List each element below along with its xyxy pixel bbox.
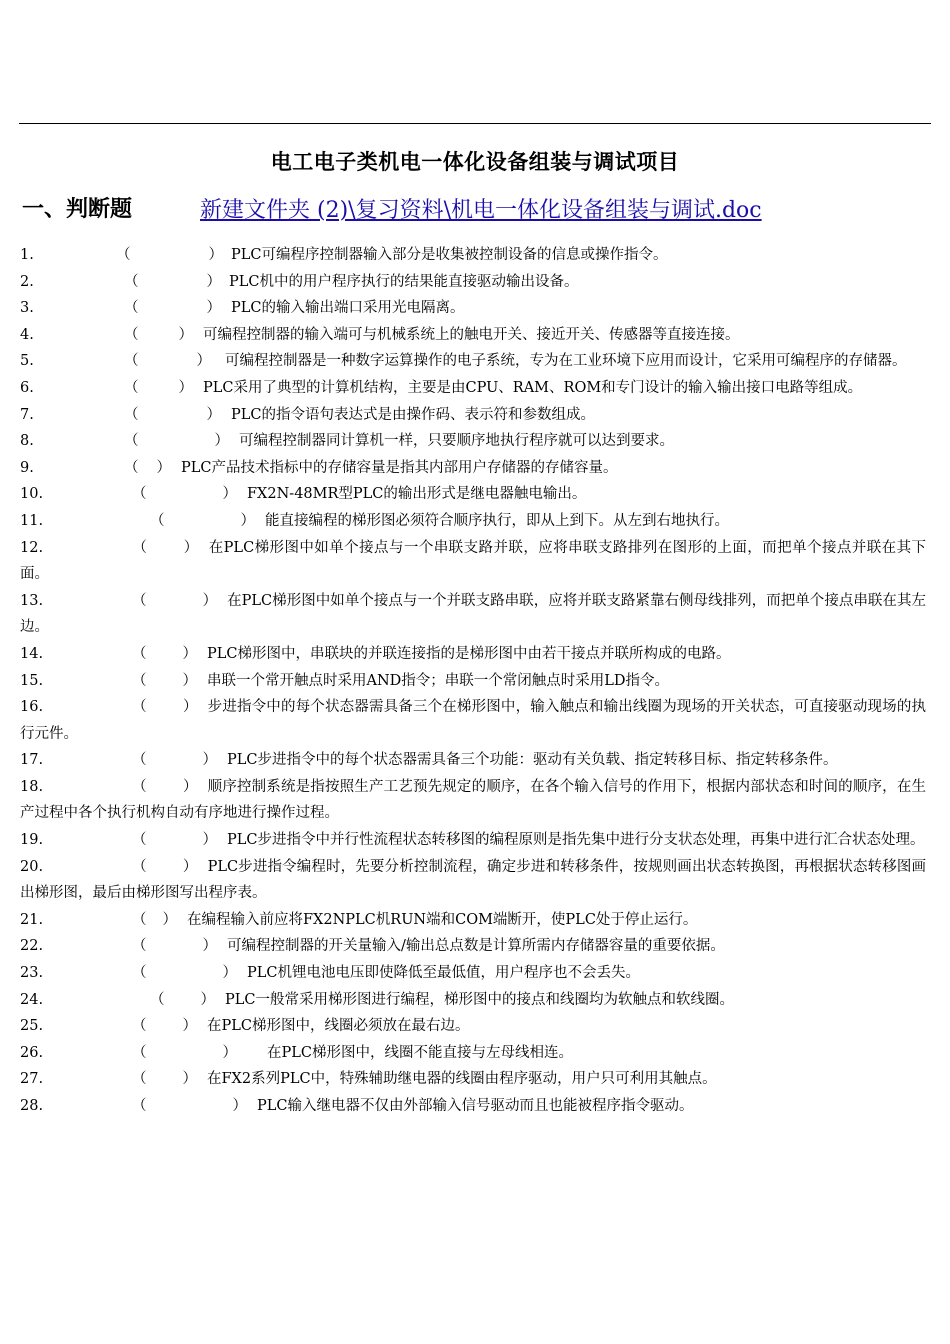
answer-paren-open: （ — [132, 1071, 147, 1088]
answer-paren-open: （ — [132, 832, 147, 849]
question-text: PLC的指令语句表达式是由操作码、表示符和参数组成。 — [231, 406, 595, 423]
question-number: 23. — [20, 965, 44, 982]
question-item — [20, 535, 926, 588]
file-link[interactable]: 新建文件夹 (2)\复习资料\机电一体化设备组装与调试.doc — [200, 198, 762, 223]
answer-paren-close: ） — [222, 1044, 237, 1061]
question-number: 3. — [20, 300, 34, 317]
question-text: PLC步进指令中并行性流程状态转移图的编程原则是指先集中进行分支状态处理，再集中进行汇合状态处理。 — [227, 832, 925, 849]
answer-paren-close: ） — [183, 539, 199, 556]
answer-paren-close: ） — [214, 433, 229, 450]
answer-paren-close: ） — [182, 778, 198, 795]
question-number: 2. — [20, 273, 34, 290]
question-number: 28. — [20, 1098, 44, 1114]
question-text: 串联一个常开触点时采用AND指令；串联一个常闭触点时采用LD指令。 — [207, 672, 670, 689]
question-number: 14. — [20, 645, 44, 662]
question-text: PLC采用了典型的计算机结构，主要是由CPU、RAM、ROM和专门设计的输入输出接口电路等组成。 — [203, 379, 863, 396]
question-item — [20, 960, 926, 987]
section-heading: 一、判断题 — [22, 196, 133, 222]
question-number: 26. — [20, 1044, 44, 1061]
answer-paren-close: ） — [182, 1018, 197, 1035]
answer-paren-close: ） — [178, 326, 193, 343]
answer-paren-open: （ — [132, 699, 147, 716]
answer-paren-close: ） — [182, 672, 197, 689]
question-number: 7. — [20, 406, 34, 423]
answer-paren-open: （ — [132, 592, 147, 609]
question-text: 步进指令中的每个状态器需具备三个在梯形图中，输入触点和输出线圈为现场的开关状态，可直接驱动现场的执行元件。 — [20, 699, 926, 742]
answer-paren-close: ） — [182, 1071, 197, 1088]
question-text: 在PLC梯形图中如单个接点与一个串联支路并联，应将串联支路排列在图形的上面，而把单个接点并联在其下面。 — [20, 539, 927, 583]
question-item — [20, 907, 926, 934]
answer-paren-open: （ — [124, 353, 139, 370]
answer-paren-open: （ — [124, 433, 139, 450]
question-number: 5. — [20, 353, 34, 370]
question-item — [20, 1013, 926, 1040]
answer-paren-open: （ — [124, 406, 139, 423]
question-number: 25. — [20, 1018, 44, 1035]
question-number: 6. — [20, 379, 34, 396]
answer-paren-close: ） — [202, 752, 217, 769]
answer-paren-open: （ — [132, 1018, 147, 1035]
question-number: 20. — [20, 858, 44, 875]
answer-paren-close: ） — [206, 300, 221, 317]
question-item — [20, 322, 926, 349]
question-number: 24. — [20, 991, 44, 1008]
question-text: 顺序控制系统是指按照生产工艺预先规定的顺序，在各个输入信号的作用下，根据内部状态和时间的顺序，在生产过程中各个执行机构自动有序地进行操作过程。 — [20, 778, 926, 822]
question-number: 12. — [20, 539, 44, 556]
answer-paren-close: ） — [208, 247, 223, 263]
answer-paren-open: （ — [132, 1044, 147, 1061]
question-item — [20, 269, 926, 296]
answer-paren-open: （ — [124, 300, 139, 317]
question-number: 1. — [20, 247, 34, 263]
answer-paren-open: （ — [132, 938, 147, 955]
answer-paren-open: （ — [132, 965, 147, 982]
answer-paren-close: ） — [156, 459, 171, 476]
answer-paren-close: ） — [200, 991, 215, 1008]
answer-paren-open: （ — [124, 273, 139, 290]
answer-paren-close: ） — [178, 379, 193, 396]
question-text: 在PLC梯形图中，线圈必须放在最右边。 — [207, 1018, 470, 1035]
answer-paren-close: ） — [222, 965, 237, 982]
answer-paren-open: （ — [150, 512, 165, 529]
answer-paren-close: ） — [240, 512, 255, 529]
question-item — [20, 1093, 926, 1120]
question-text: 在FX2系列PLC中，特殊辅助继电器的线圈由程序驱动，用户只可利用其触点。 — [207, 1071, 717, 1088]
answer-paren-close: ） — [202, 832, 217, 849]
question-text: 可编程控制器的输入端可与机械系统上的触电开关、接近开关、传感器等直接连接。 — [203, 326, 740, 343]
question-text: 在PLC梯形图中如单个接点与一个并联支路串联，应将并联支路紧靠右侧母线排列，而把单个接点串联在其左边。 — [20, 592, 926, 636]
question-text: FX2N-48MR型PLC的输出形式是继电器触电输出。 — [247, 486, 587, 503]
question-text: 可编程控制器同计算机一样，只要顺序地执行程序就可以达到要求。 — [239, 433, 674, 450]
answer-paren-open: （ — [116, 247, 131, 263]
answer-paren-close: ） — [182, 858, 198, 875]
question-item — [20, 694, 926, 747]
question-text: 可编程控制器的开关量输入/输出总点数是计算所需内存储器容量的重要依据。 — [227, 938, 725, 955]
answer-paren-close: ） — [182, 645, 197, 662]
answer-paren-open: （ — [132, 672, 147, 689]
answer-paren-close: ） — [202, 938, 217, 955]
question-number: 19. — [20, 832, 44, 849]
question-number: 10. — [20, 486, 44, 503]
answer-paren-open: （ — [132, 1098, 147, 1114]
question-item — [20, 588, 926, 641]
question-item — [20, 481, 926, 508]
question-number: 11. — [20, 512, 44, 529]
page-title: 电工电子类机电一体化设备组装与调试项目 — [270, 149, 680, 174]
question-item — [20, 774, 926, 827]
question-number: 18. — [20, 778, 44, 795]
question-number: 13. — [20, 592, 44, 609]
question-text: PLC输入继电器不仅由外部输入信号驱动而且也能被程序指令驱动。 — [257, 1098, 694, 1114]
question-item — [20, 641, 926, 668]
question-number: 27. — [20, 1071, 44, 1088]
question-item — [20, 827, 926, 854]
question-item — [20, 402, 926, 429]
answer-paren-close: ） — [202, 592, 218, 609]
question-text: PLC步进指令编程时，先要分析控制流程，确定步进和转移条件，按规则画出状态转换图，再根据状态转移图画出梯形图，最后由梯形图写出程序表。 — [20, 858, 927, 902]
question-number: 21. — [20, 911, 44, 928]
answer-paren-close: ） — [222, 486, 237, 503]
answer-paren-close: ） — [206, 273, 221, 290]
header-rule — [19, 123, 931, 124]
question-number: 9. — [20, 459, 34, 476]
question-number: 15. — [20, 672, 44, 689]
answer-paren-close: ） — [206, 406, 221, 423]
question-text: PLC的输入输出端口采用光电隔离。 — [231, 300, 465, 317]
answer-paren-open: （ — [124, 326, 139, 343]
question-text: 可编程控制器是一种数字运算操作的电子系统，专为在工业环境下应用而设计，它采用可编程序的存储器。 — [225, 353, 907, 370]
question-item — [20, 348, 926, 375]
answer-paren-open: （ — [132, 778, 147, 795]
answer-paren-close: ） — [232, 1098, 247, 1114]
question-item — [20, 508, 926, 535]
question-item — [20, 933, 926, 960]
question-item — [20, 455, 926, 482]
question-item — [20, 428, 926, 455]
question-number: 16. — [20, 699, 44, 716]
question-item — [20, 295, 926, 322]
question-text: 能直接编程的梯形图必须符合顺序执行，即从上到下。从左到右地执行。 — [265, 512, 729, 529]
answer-paren-open: （ — [124, 459, 139, 476]
question-number: 8. — [20, 433, 34, 450]
answer-paren-open: （ — [132, 752, 147, 769]
answer-paren-open: （ — [132, 645, 147, 662]
question-item — [20, 747, 926, 774]
question-text: PLC可编程序控制器输入部分是收集被控制设备的信息或操作指令。 — [231, 247, 668, 263]
question-text: PLC梯形图中，串联块的并联连接指的是梯形图中由若干接点并联所构成的电路。 — [207, 645, 731, 662]
question-item — [20, 242, 926, 269]
answer-paren-open: （ — [132, 539, 148, 556]
question-number: 22. — [20, 938, 44, 955]
question-text: 在编程输入前应将FX2NPLC机RUN端和COM端断开，使PLC处于停止运行。 — [187, 911, 698, 928]
answer-paren-open: （ — [132, 858, 147, 875]
answer-paren-open: （ — [150, 991, 165, 1008]
answer-paren-open: （ — [124, 379, 139, 396]
question-number: 17. — [20, 752, 44, 769]
question-number: 4. — [20, 326, 34, 343]
question-item — [20, 1040, 926, 1067]
question-text: PLC步进指令中的每个状态器需具备三个功能：驱动有关负载、指定转移目标、指定转移条件。 — [227, 752, 838, 769]
question-text: PLC机锂电池电压即使降低至最低值，用户程序也不会丢失。 — [247, 965, 640, 982]
answer-paren-open: （ — [132, 486, 147, 503]
question-text: PLC机中的用户程序执行的结果能直接驱动输出设备。 — [229, 273, 579, 290]
question-list — [20, 242, 926, 1120]
answer-paren-open: （ — [132, 911, 147, 928]
question-text: PLC一般常采用梯形图进行编程，梯形图中的接点和线圈均为软触点和软线圈。 — [225, 991, 734, 1008]
question-item — [20, 854, 926, 907]
question-item — [20, 1066, 926, 1093]
question-text: PLC产品技术指标中的存储容量是指其内部用户存储器的存储容量。 — [181, 459, 618, 476]
question-item — [20, 375, 926, 402]
answer-paren-close: ） — [162, 911, 177, 928]
answer-paren-close: ） — [182, 699, 198, 716]
answer-paren-close: ） — [196, 353, 211, 370]
question-text: 在PLC梯形图中，线圈不能直接与左母线相连。 — [267, 1044, 573, 1061]
question-item — [20, 987, 926, 1014]
question-item — [20, 668, 926, 695]
